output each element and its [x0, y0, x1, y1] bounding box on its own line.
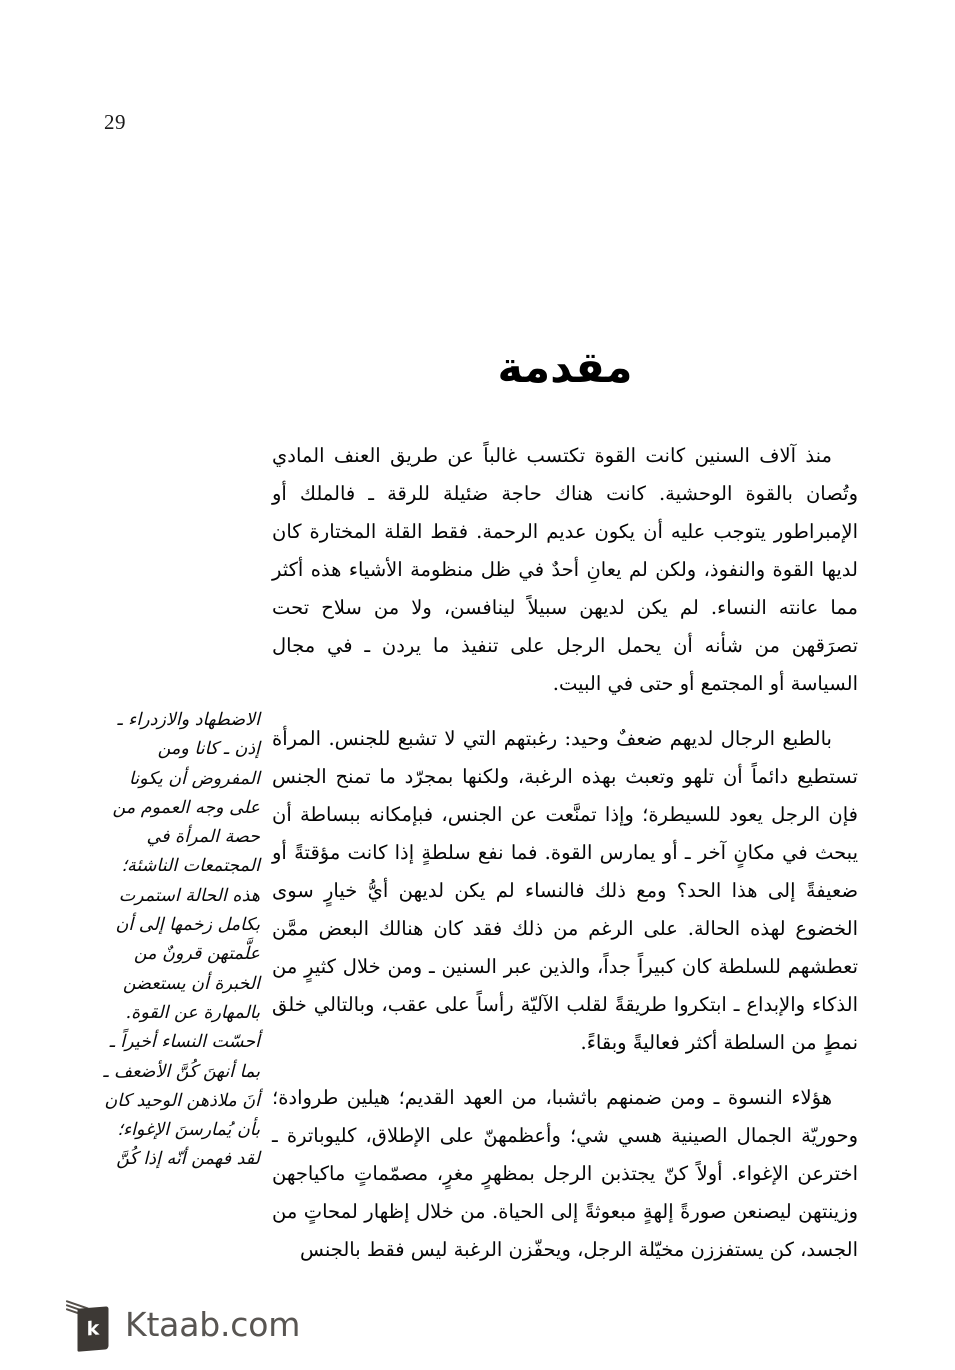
margin-note — [96, 706, 260, 1175]
page-number: 29 — [104, 110, 126, 134]
page-title: مقدمة — [497, 342, 633, 393]
body-paragraph: منذ آلاف السنين كانت القوة تكتسب غالباً عن طريق العنف المادي وتُصان بالقوة الوحشية. كانت هناك حاجة ضئيلة للرقة ـ فالملك أو الإمبراطور يتوجب عليه أن يكون عديم الرحمة. فقط القلة المختارة كان لديها القوة والنفوذ، ولكن لم يعانِ أحدٌ في ظل منظومة الأشياء هذه أكثر مما عانته النساء. لم يكن لديهن سبيلاً لينافسن، ولا من سلاح تحت تصرَقهن من شأنه أن يحمل الرجل على تنفيذ ما يردن ـ في مجال السياسة أو المجتمع أو حتى في البيت. — [272, 444, 858, 695]
watermark — [66, 1296, 300, 1352]
body-paragraph: بالطبع الرجال لديهم ضعفٌ وحيد: رغبتهم التي لا تشبع للجنس. المرأة تستطيع دائماً أن تلهو وتعبث بهذه الرغبة، ولكنها بمجرّد ما تمنح الجنس فإن الرجل يعود للسيطرة؛ وإذا تمنَّعت عن الجنس، فبإمكانه ببساطة أن يبحث في مكانٍ آخر ـ أو يمارس القوة. فما نفع سلطةٍ إذا كانت مؤقتةً أو ضعيفةً إلى هذا الحد؟ ومع ذلك فالنساء لم يكن لديهن أيُّ خيارٍ سوى الخضوع لهذه الحالة. على الرغم من ذلك فقد كان هنالك البعض ممَّن تعطشهم للسلطة كان كبيراً جداً، والذين عبر السنين ـ ومن خلال كثيرٍ من الذكاء والإبداع ـ ابتكروا طريقةً لقلب الآليّة رأساً على عقب، وبالتالي خلق نمطٍ من السلطة أكثر فعاليةً وبقاءً. — [272, 727, 858, 1054]
body-paragraph: هؤلاء النسوة ـ ومن ضمنهم باثشبا، من العهد القديم؛ هيلين طروادة؛ وحوريّة الجمال الصينية هسي شي؛ وأعظمهنّ على الإطلاق، كليوباترة ـ اخترعن الإغواء. أولاً كنّ يجتذبن الرجل بمظهرٍ مغرٍ، مصمّماتٍ ماكياجهن وزينتهن ليصنعن صورةً إلهةٍ مبعوثةً إلى الحياة. من خلال إظهار لمحاتٍ من الجسد، كن يستفززن مخيّلة الرجل، ويحفّزن الرغبة ليس فقط بالجنس — [272, 1086, 858, 1261]
brand-monogram: k — [86, 1317, 100, 1340]
body-text-column — [272, 437, 858, 1269]
book-icon — [66, 1296, 114, 1352]
margin-note-text: الاضطهاد والازدراء ـ إذن ـ كانا ومن المفروض أن يكونا على وجه العموم من حصة المرأة في المجتمعات الناشئة؛ هذه الحالة استمرت بكامل زخمها إلى أن علَّمتهن قرونٌ من الخبرة أن يستعضن بالمهارة عن القوة. أحسّت النساء أخيراً ـ بما أنهنَ كُنَّ الأضعف ـ أنَ ملاذهن الوحيد كان بأن يُمارسنَ الإغواء؛ لقد فهمن أنّه إذا كُنَّ — [103, 710, 260, 1170]
brand-name: Ktaab.com — [125, 1304, 301, 1344]
